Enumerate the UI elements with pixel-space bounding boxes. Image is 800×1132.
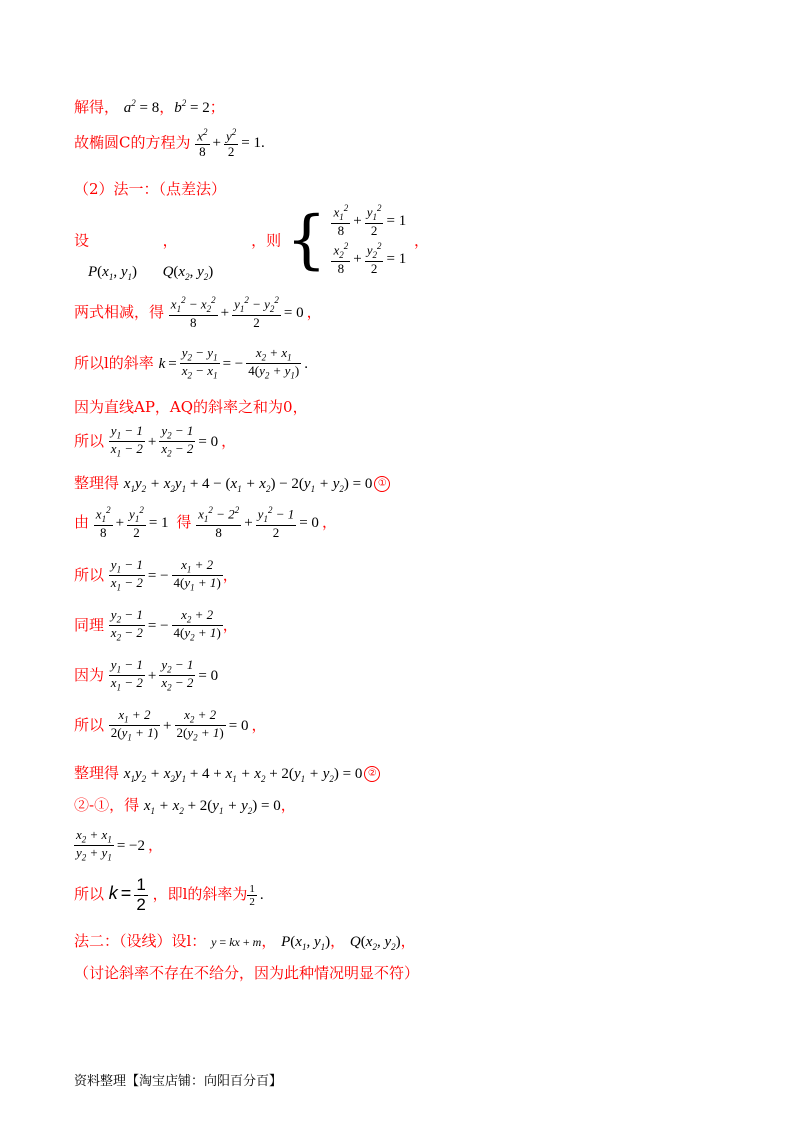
solve-line: 解得， $a^2 = 8$，$b^2 = 2$；: [74, 98, 225, 116]
ratio-line: $\frac{x_2 + x_1}{y_2 + y_1}$ = −2 ，: [76, 827, 164, 864]
slope-result-line: 所以 k = $\frac{1}{2}$ ，即l的斜率为 $\frac{1}{2}$ .: [74, 875, 264, 914]
slope-line: 所以l的斜率 k = $\frac{y_2 - y_1}{x_2 - x_1}$ = − $\frac{x_2 + x_1}{4(y_2 + y_1)}$ .: [74, 345, 308, 382]
sum-slopes-text: 因为直线AP，AQ的斜率之和为0，: [74, 398, 308, 416]
frac-x2-8: $\frac{x^2}{8}$: [197, 127, 208, 159]
so-line-3: 所以 $\frac{x_1 + 2}{2(y_1 + 1)}$ + $\frac{x_2 + 2}{2(y_2 + 1)}$ = 0 ，: [74, 707, 267, 744]
method-one-heading: （2）法一：（点差法）: [74, 180, 227, 198]
circle-mark-1: ①: [374, 476, 390, 492]
points-pq: $P(x_1$, $y_1$) $Q(x_2$, $y_2$): [88, 264, 214, 282]
subtract-eq-line: ②-①，得 $x_1 + x_2 + 2(y_1 + y_2) = 0$，: [74, 796, 296, 816]
set-points-line: 设 ， ，则 { $\frac{x_1^2}{8}$ + $\frac{y_1^2}{2}$ = 1 $\frac{x_2^2}{8}$ + $\frac{y_2^2}{2}$ = 1 ，: [74, 200, 429, 280]
circle-mark-2: ②: [364, 766, 380, 782]
arrange-line-2: 整理得 $x_1y_2 + x_2y_1 + 4 + x_1 + x_2 + 2(y_1 + y_2) = 0$ ②: [74, 762, 380, 784]
because-line: 因为 $\frac{y_1 - 1}{x_1 - 2}$ + $\frac{y_2 - 1}{x_2 - 2}$ = 0: [74, 657, 219, 694]
from-ellipse-line: 由 $\frac{x_1^2}{8}$ + $\frac{y_1^2}{2}$ = 1 得 $\frac{x_1^2 - 2^2}{8}$ + $\frac{y_1^2 - 1}{2}$ = 0 ，: [74, 505, 337, 540]
subtract-line: 两式相减，得 $\frac{x_1^2 - x_2^2}{8}$ + $\frac{y_1^2 - y_2^2}{2}$ = 0 ，: [74, 295, 322, 330]
math-a2-b2: $a^2 = 8$: [123, 98, 160, 116]
system-brace: {: [285, 203, 327, 278]
arrange-line-1: 整理得 $x_1y_2 + x_2y_1 + 4 - (x_1 + x_2) - 2(y_1 + y_2) = 0$ ①: [74, 472, 390, 494]
ellipse-equation-line: 故椭圆C的方程为 $\frac{x^2}{8}$ + $\frac{y^2}{2}$ = 1.: [74, 127, 265, 159]
similarly-line: 同理 $\frac{y_2 - 1}{x_2 - 2}$ = − $\frac{x_2 + 2}{4(y_2 + 1)}$ ，: [74, 607, 238, 644]
so-line-1: 所以 $\frac{y_1 - 1}{x_1 - 2}$ + $\frac{y_2 - 1}{x_2 - 2}$ = 0 ，: [74, 423, 237, 460]
method-two-line: 法二：（设线）设l： y = kx + m， $P(x_1$, $y_1$)， $Q(x_2$, $y_2$)，: [74, 932, 416, 952]
note-line: （讨论斜率不存在不给分，因为此种情况明显不符）: [74, 964, 420, 982]
so-line-2: 所以 $\frac{y_1 - 1}{x_1 - 2}$ = − $\frac{x_1 + 2}{4(y_1 + 1)}$ ，: [74, 557, 238, 594]
footer-source: 资料整理【淘宝店铺：向阳百分百】: [74, 1074, 283, 1089]
equation-system: $\frac{x_1^2}{8}$ + $\frac{y_1^2}{2}$ = 1 $\frac{x_2^2}{8}$ + $\frac{y_2^2}{2}$ = 1: [333, 203, 407, 276]
